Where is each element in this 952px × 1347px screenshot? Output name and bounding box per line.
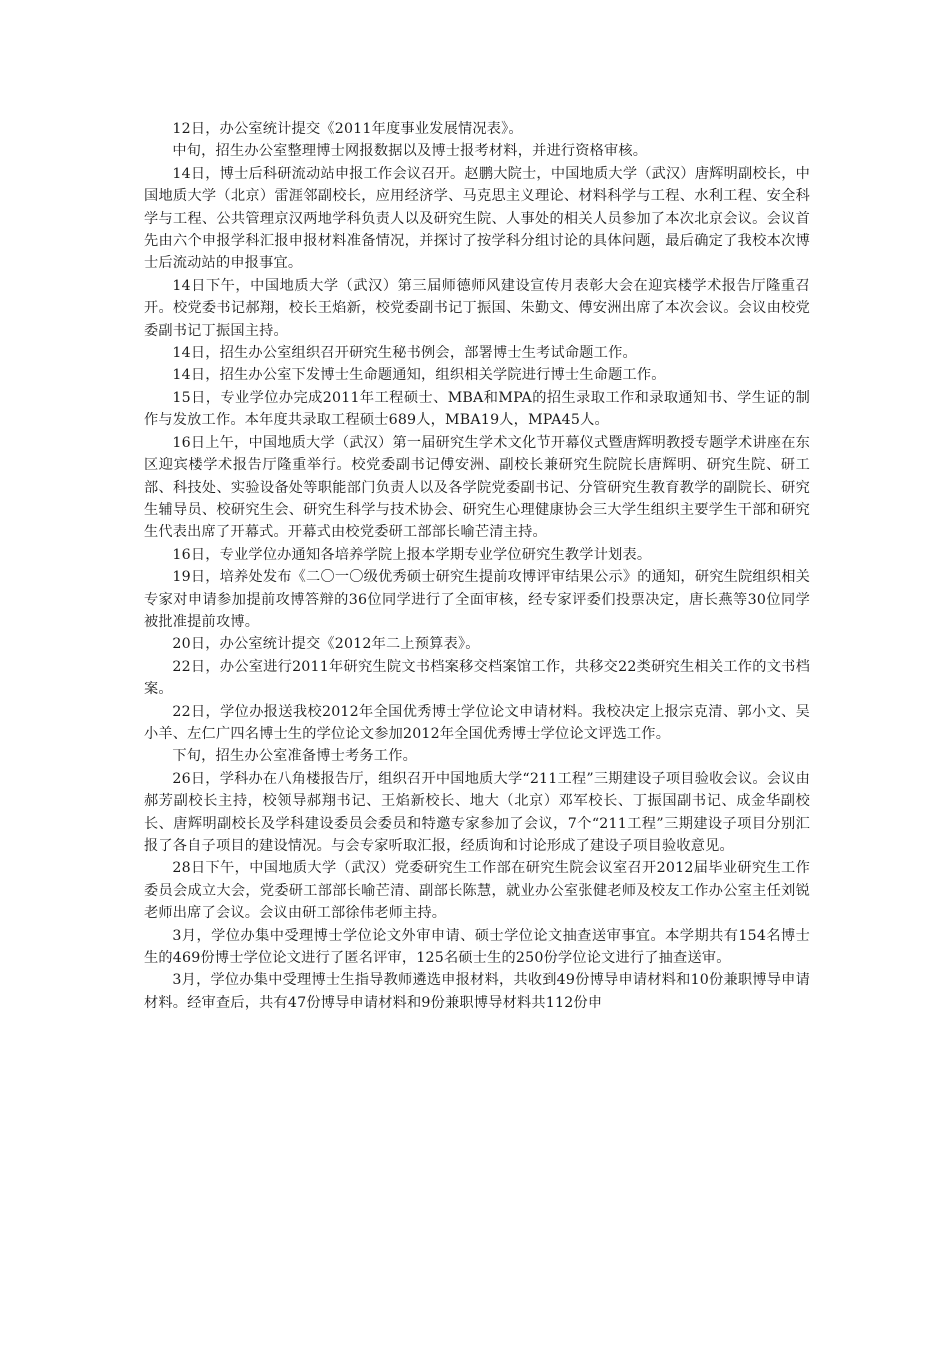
paragraph: 14日，招生办公室下发博士生命题通知，组织相关学院进行博士生命题工作。 (172, 367, 666, 384)
paragraph: 14日，博士后科研流动站申报工作会议召开。赵鹏大院士，中国地质大学（武汉）唐辉明副校长，中国地质大学（北京）雷涯邻副校长，应用经济学、马克思主义理论、材料科学与工程、水利工程、安全科学与工程、公共管理京汉两地学科负责人以及研究生院、人事处的相关人员参加了本次北京会议。会议首先由六个申报学科汇报申报材料准备情况，并探讨了按学科分组讨论的具体问题，最后确定了我校本次博士后流动站的申报事宜。 (144, 165, 810, 272)
paragraph: 16日，专业学位办通知各培养学院上报本学期专业学位研究生教学计划表。 (172, 546, 652, 563)
paragraph: 26日，学科办在八角楼报告厅，组织召开中国地质大学“211工程”三期建设子项目验收会议。会议由郝芳副校长主持，校领导郝翔书记、王焰新校长、地大（北京）邓军校长、丁振国副书记、成金华副校长、唐辉明副校长及学科建设委员会委员和特邀专家参加了会议，7个“211工程”三期建设子项目分别汇报了各自子项目的建设情况。与会专家听取汇报，经质询和讨论形成了建设子项目验收意见。 (144, 770, 810, 854)
paragraph: 14日，招生办公室组织召开研究生秘书例会，部署博士生考试命题工作。 (172, 345, 637, 362)
paragraph: 下旬，招生办公室准备博士考务工作。 (172, 748, 417, 765)
paragraph: 3月，学位办集中受理博士学位论文外审申请、硕士学位论文抽查送审事宜。本学期共有154名博士生的469份博士学位论文进行了匿名评审，125名硕士生的250份学位论文进行了抽查送审。 (144, 927, 810, 967)
paragraph: 28日下午，中国地质大学（武汉）党委研究生工作部在研究生院会议室召开2012届毕业研究生工作委员会成立大会，党委研工部部长喻芒清、副部长陈慧，就业办公室张健老师及校友工作办公室主任刘锐老师出席了会议。会议由研工部徐伟老师主持。 (144, 860, 810, 922)
paragraph: 12日，办公室统计提交《2011年度事业发展情况表》。 (172, 121, 523, 137)
paragraph: 19日，培养处发布《二〇一〇级优秀硕士研究生提前攻博评审结果公示》的通知，研究生院组织相关专家对申请参加提前攻博答辩的36位同学进行了全面审核，经专家评委们投票决定，唐长燕等30位同学被批准提前攻博。 (144, 569, 810, 630)
paragraph: 16日上午，中国地质大学（武汉）第一届研究生学术文化节开幕仪式暨唐辉明教授专题学术讲座在东区迎宾楼学术报告厅隆重举行。校党委副书记傅安洲、副校长兼研究生院院长唐辉明、研究生院、研工部、科技处、实验设备处等职能部门负责人以及各学院党委副书记、分管研究生教育教学的副院长、研究生辅导员、校研究生会、研究生科学与技术协会、研究生心理健康协会三大学生组织主要学生干部和研究生代表出席了开幕式。开幕式由校党委研工部部长喻芒清主持。 (144, 434, 810, 541)
paragraph: 3月，学位办集中受理博士生指导教师遴选申报材料，共收到49份博导申请材料和10份兼职博导申请材料。经审查后，共有47份博导申请材料和9份兼职博导材料共112份申 (144, 972, 810, 1011)
paragraph: 14日下午，中国地质大学（武汉）第三届师德师风建设宣传月表彰大会在迎宾楼学术报告厅隆重召开。校党委书记郝翔，校长王焰新，校党委副书记丁振国、朱勤文、傅安洲出席了本次会议。会议由校党委副书记丁振国主持。 (144, 277, 810, 339)
document-body (144, 118, 810, 1014)
paragraph: 中旬，招生办公室整理博士网报数据以及博士报考材料，并进行资格审核。 (172, 143, 648, 160)
paragraph: 22日，办公室进行2011年研究生院文书档案移交档案馆工作，共移交22类研究生相关工作的文书档案。 (144, 658, 810, 698)
paragraph: 20日，办公室统计提交《2012年二上预算表》。 (172, 636, 480, 653)
paragraph: 22日，学位办报送我校2012年全国优秀博士学位论文申请材料。我校决定上报宗克清、郭小文、吴小羊、左仁广四名博士生的学位论文参加2012年全国优秀博士学位论文评选工作。 (144, 703, 810, 742)
paragraph: 15日，专业学位办完成2011年工程硕士、MBA和MPA的招生录取工作和录取通知书、学生证的制作与发放工作。本年度共录取工程硕士689人，MBA19人，MPA45人。 (144, 389, 810, 429)
